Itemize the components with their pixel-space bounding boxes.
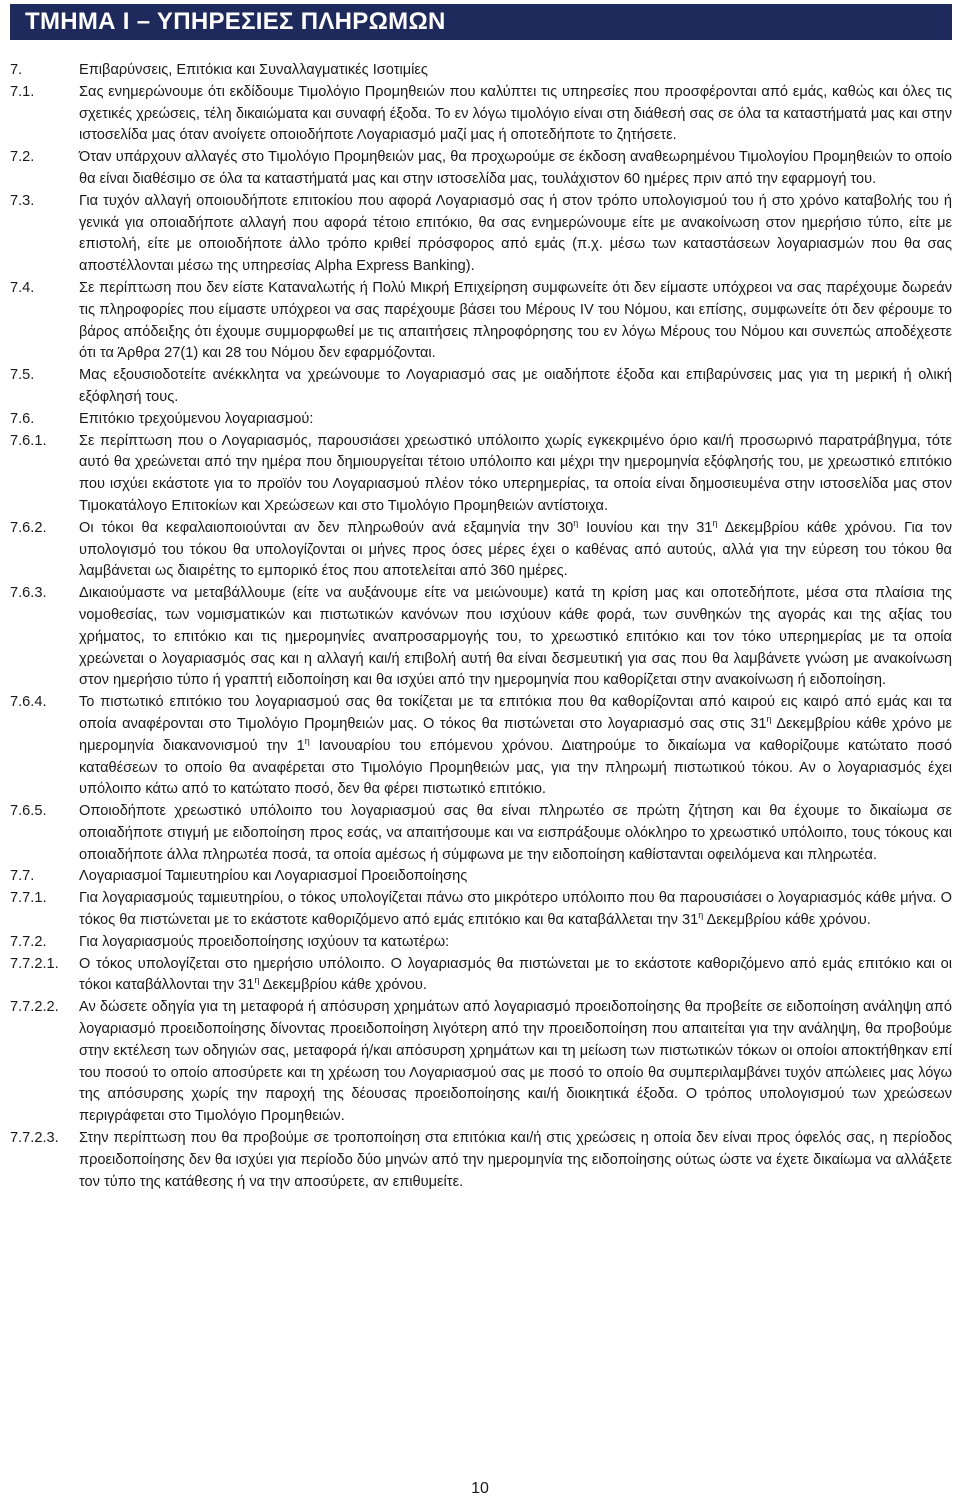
clause-number: 7.6. <box>10 410 35 427</box>
clause-7-6-1 <box>10 431 952 518</box>
clause-number: 7.5. <box>10 367 35 384</box>
clause-text: Στην περίπτωση που θα προβούμε σε τροποποίηση στα επιτόκια και/ή στις χρεώσεις η οποία δεν είναι προς όφελός σας, η περίοδος προειδοποίησης δεν θα ισχύει για περίοδο δύο μηνών από την ημερομηνία της ειδοποίησης ούτως ώστε να έχετε δικαίωμα να αλλάξετε τον τύπο της κατάθεσης ή να την αποσύρετε, αν επιθυμείτε. <box>79 1130 952 1190</box>
clause-text: Σε περίπτωση που δεν είστε Καταναλωτής ή Πολύ Μικρή Επιχείρηση συμφωνείτε ότι δεν είμαστε υπόχρεοι να σας παρέχουμε δωρεάν τις πληροφορίες που είμαστε υπόχρεοι να σας παρέχουμε βάσει του Μέρους IV του Νόμου, και επίσης, συμφωνείτε ότι δεν φέρουμε το βάρος απόδειξης ότι έχουμε συμμορφωθεί με τις απαιτήσεις πληροφόρησης του εν λόγω Μέρους του Νόμου και συνεπώς αποδέχεστε ότι τα Άρθρα 27(1) και 28 του Νόμου δεν εφαρμόζονται. <box>79 279 952 362</box>
section-banner <box>10 4 952 40</box>
superscript: η <box>766 714 772 725</box>
text-part: Οι τόκοι θα κεφαλαιοποιούνται αν δεν πληρωθούν ανά εξαμηνία την 30 <box>79 519 574 536</box>
clause-7-5 <box>10 365 952 409</box>
text-part: Δεκεμβρίου κάθε χρόνο με ημερομηνία διακανονισμού την 1 <box>79 715 952 754</box>
clause-7-6-4 <box>10 692 952 801</box>
superscript: η <box>712 517 718 528</box>
clause-7-1 <box>10 82 952 147</box>
section-heading <box>10 60 952 82</box>
clause-text <box>79 692 952 801</box>
text-part: Δεκεμβρίου κάθε χρόνου. <box>703 912 871 929</box>
clause-number: 7.6.2. <box>10 519 47 536</box>
section-title: Επιβαρύνσεις, Επιτόκια και Συναλλαγματικές Ισοτιμίες <box>79 62 428 78</box>
clause-7-2 <box>10 147 952 191</box>
clause-text: Σε περίπτωση που ο Λογαριασμός, παρουσιάσει χρεωστικό υπόλοιπο χωρίς εγκεκριμένο όριο και/ή προσωρινό παρατράβηγμα, τότε αυτό θα χρεώνεται από την ημέρα που δημιουργείται τέτοιο υπόλοιπο και μέχρι την ημερομηνία εξόφλησής του, με χρεωστικό επιτόκιο που ισχύει εκάστοτε για το προϊόν του Λογαριασμού πλέον τόκο υπερημερίας, τα οποία είναι δημοσιευμένα στην ιστοσελίδα μας στον Τιμοκατάλογο Επιτοκίων και Χρεώσεων και στο Τιμολόγιο Προμηθειών αντίστοιχα. <box>79 432 952 514</box>
section-number: 7. <box>10 62 23 78</box>
clause-text: Δικαιούμαστε να μεταβάλλουμε (είτε να αυξάνουμε είτε να μειώνουμε) κατά τη κρίση μας και οποτεδήποτε, μέσα στα πλαίσια της νομοθεσίας, των νομισματικών και πιστωτικών κανόνων που ισχύουν κάθε φορά, των συνθηκών της αγοράς και της αξίας του χρήματος, το επιτόκιο και τις ημερομηνίες αναπροσαρμογής του, το χρεωστικό επιτόκιο και τον τόκο υπερημερίας με τα οποία χρεώνεται ο λογαριασμός σας και η αλλαγή και/ή επιβολή αυτή θα είναι δεσμευτική για σας που θα λαμβάνετε γνώση με ανακοίνωση στον ημερήσιο τύπο ή γραπτή ειδοποίηση και θα ισχύει από την ημερομηνία που καθορίζεται στην ανακοίνωση ή ειδοποίηση. <box>79 585 952 689</box>
clause-number: 7.6.1. <box>10 432 47 449</box>
clause-number: 7.6.5. <box>10 803 47 820</box>
superscript: η <box>254 975 260 986</box>
clause-number: 7.7.2.1. <box>10 955 59 972</box>
clause-7-7-2-3 <box>10 1128 952 1193</box>
text-part: Ιουνίου και την 31 <box>578 519 713 536</box>
text-part: Για λογαριασμούς ταμιευτηρίου, ο τόκος υπολογίζεται πάνω στο μικρότερο υπόλοιπο που θα παρουσιάσει ο λογαριασμός κάθε μήνα. Ο τόκος θα πιστώνεται με το εκάστοτε καθοριζόμενο από εμάς επιτόκιο και θα καταβάλλεται την 31 <box>79 890 952 929</box>
superscript: η <box>304 735 310 746</box>
superscript: η <box>698 910 704 921</box>
text-part: Ιανουαρίου του επόμενου χρόνου. Διατηρούμε το δικαίωμα να καθορίζουμε κατώτατο ποσό καταθέσεων το οποίο θα αναφέρεται στο Τιμολόγιο Προμηθειών μας, για την πληρωμή πιστωτικού τόκου. Αν ο λογαριασμός έχει υπόλοιπο κάτω από το κατώτατο ποσό, δεν θα φέρει πιστωτικό επιτόκιο. <box>79 737 953 798</box>
clause-7-6-2 <box>10 518 952 583</box>
clause-number: 7.4. <box>10 279 35 296</box>
text-part: Ο τόκος υπολογίζεται στο ημερήσιο υπόλοιπο. Ο λογαριασμός θα πιστώνεται με το εκάστοτε καθοριζόμενο από εμάς επιτόκιο και οι τόκοι καταβάλλονται την 31 <box>79 955 952 994</box>
clause-text: Σας ενημερώνουμε ότι εκδίδουμε Τιμολόγιο Προμηθειών που καλύπτει τις υπηρεσίες που προσφέρονται από εμάς, καθώς και όλες τις σχετικές χρεώσεις, τέλη δικαιώματα και συναφή έξοδα. Το εν λόγω τιμολόγιο είναι στη διάθεσή σας σε όλα τα καταστήματά μας και στην ιστοσελίδα μας όταν ανοίγετε οποιοδήποτε Λογαριασμό μαζί μας ή οποτεδήποτε το ζητήσετε. <box>79 83 952 144</box>
clause-text: Λογαριασμοί Ταμιευτηρίου και Λογαριασμοί Προειδοποίησης <box>79 868 468 885</box>
clause-text <box>79 888 952 932</box>
clause-7-7-2-2 <box>10 997 952 1128</box>
clause-7-6-3 <box>10 583 952 692</box>
page-number: 10 <box>471 1480 489 1497</box>
clause-text: Όταν υπάρχουν αλλαγές στο Τιμολόγιο Προμηθειών μας, θα προχωρούμε σε έκδοση αναθεωρημένου Τιμολογίου Προμηθειών το οποίο θα είναι διαθέσιμο σε όλα τα καταστήματά μας και στην ιστοσελίδα μας, τουλάχιστον 60 ημέρες πριν από την εφαρμογή του. <box>79 149 952 187</box>
clause-7-6-5 <box>10 801 952 866</box>
clause-number: 7.7.1. <box>10 890 47 907</box>
clause-text: Μας εξουσιοδοτείτε ανέκκλητα να χρεώνουμε το Λογαριασμό σας με οιαδήποτε έξοδα και επιβαρύνσεις μας για τη μερική ή ολική εξόφλησή τους. <box>79 367 952 405</box>
clause-7-3 <box>10 191 952 278</box>
clause-text: Οποιοδήποτε χρεωστικό υπόλοιπο του λογαριασμού σας θα είναι πληρωτέο σε πρώτη ζήτηση και θα έχουμε το δικαίωμα σε οποιαδήποτε στιγμή με ειδοποίηση προς εσάς, να απαιτήσουμε και να εισπράξουμε ολόκληρο το χρεωστικό υπόλοιπο, τους τόκους και οποιαδήποτε άλλα πληρωτέα ποσά, τα οποία αμέσως ή σύμφωνα με την ειδοποίηση καθίστανται οφειλόμενα και πληρωτέα. <box>79 803 952 863</box>
clause-7-7-1 <box>10 888 952 932</box>
clause-number: 7.7.2.2. <box>10 999 59 1016</box>
clause-number: 7.2. <box>10 149 35 166</box>
clause-text: Επιτόκιο τρεχούμενου λογαριασμού: <box>79 410 314 427</box>
clause-number: 7.7.2. <box>10 933 47 950</box>
text-part: Το πιστωτικό επιτόκιο του λογαριασμού σας θα τοκίζεται με τα επιτόκια που θα καθορίζονται από καιρού εις καιρό από εμάς και τα οποία αναφέρονται στο Τιμολόγιο Προμηθειών μας. Ο τόκος θα πιστώνεται στο λογαριασμό σας στις 31 <box>79 694 952 732</box>
clause-number: 7.7. <box>10 868 35 885</box>
clause-number: 7.6.4. <box>10 694 47 711</box>
clause-7-6 <box>10 409 952 431</box>
clause-7-7-2 <box>10 932 952 954</box>
text-part: Δεκεμβρίου κάθε χρόνου. Για τον υπολογισμό του τόκου θα υπολογίζονται οι μήνες προς όσες μέρες έχει ο καθένας από αυτούς, αλλά για την εύρεση του τόκου θα λαμβάνεται ως διαιρέτης το εμπορικό έτος που αποτελείται από 360 ημέρες. <box>79 519 952 580</box>
clause-text: Για τυχόν αλλαγή οποιουδήποτε επιτοκίου που αφορά Λογαριασμό σας ή στον τρόπο υπολογισμού του ή στο χρόνο καταβολής του ή γενικά για οποιαδήποτε αλλαγή που αφορά τέτοιο επιτόκιο, θα σας ενημερώνουμε είτε με ανακοίνωση στον ημερήσιο τύπο, είτε με επιστολή, είτε με οποιοδήποτε άλλο τρόπο κριθεί πρόσφορος από εμάς (π.χ. μέσω των καταστάσεων λογαριασμών που θα σας αποστέλλονται μέσω της υπηρεσίας Alpha Express Banking). <box>79 192 952 275</box>
clause-text: Για λογαριασμούς προειδοποίησης ισχύουν τα κατωτέρω: <box>79 933 450 950</box>
superscript: η <box>573 517 579 528</box>
clause-7-7 <box>10 866 952 888</box>
text-part: Δεκεμβρίου κάθε χρόνου. <box>259 977 427 994</box>
document-body <box>10 60 952 1193</box>
banner-title: ΤΜΗΜΑ Ι – ΥΠΗΡΕΣΙΕΣ ΠΛΗΡΩΜΩΝ <box>25 8 446 35</box>
clause-number: 7.1. <box>10 83 35 100</box>
clause-text <box>79 954 952 998</box>
clause-number: 7.7.2.3. <box>10 1130 59 1147</box>
clause-number: 7.3. <box>10 192 35 209</box>
clause-number: 7.6.3. <box>10 585 47 602</box>
clause-7-4 <box>10 278 952 365</box>
clause-text <box>79 518 952 583</box>
clause-7-7-2-1 <box>10 954 952 998</box>
clause-text: Αν δώσετε οδηγία για τη μεταφορά ή απόσυρση χρημάτων από λογαριασμό προειδοποίησης θα προβείτε σε ειδοποίηση ανάληψη από λογαριασμό προειδοποίησης δίνοντας προειδοποίηση λιγότερη από την προειδοποίηση που απαιτείται για την ανάληψη, θα προβούμε στην εκτέλεση των οδηγιών σας, μεταφορά ή/και απόσυρση χρημάτων και τη μείωση των πιστωτικών τόκων οι οποίοι αποκτήθηκαν επί του ποσού το οποίο αποσύρετε και τη χρέωση του Λογαριασμού σας με ποσό το οποίο θα συμπεριλαμβάνει τυχόν απώλειες μας λόγω της απόσυρσης χωρίς την παροχή της δέουσας προειδοποίησης και/ή διοικητικά έξοδα. Ο τρόπος υπολογισμού των χρεώσεων περιγράφεται στο Τιμολόγιο Προμηθειών. <box>79 999 952 1125</box>
